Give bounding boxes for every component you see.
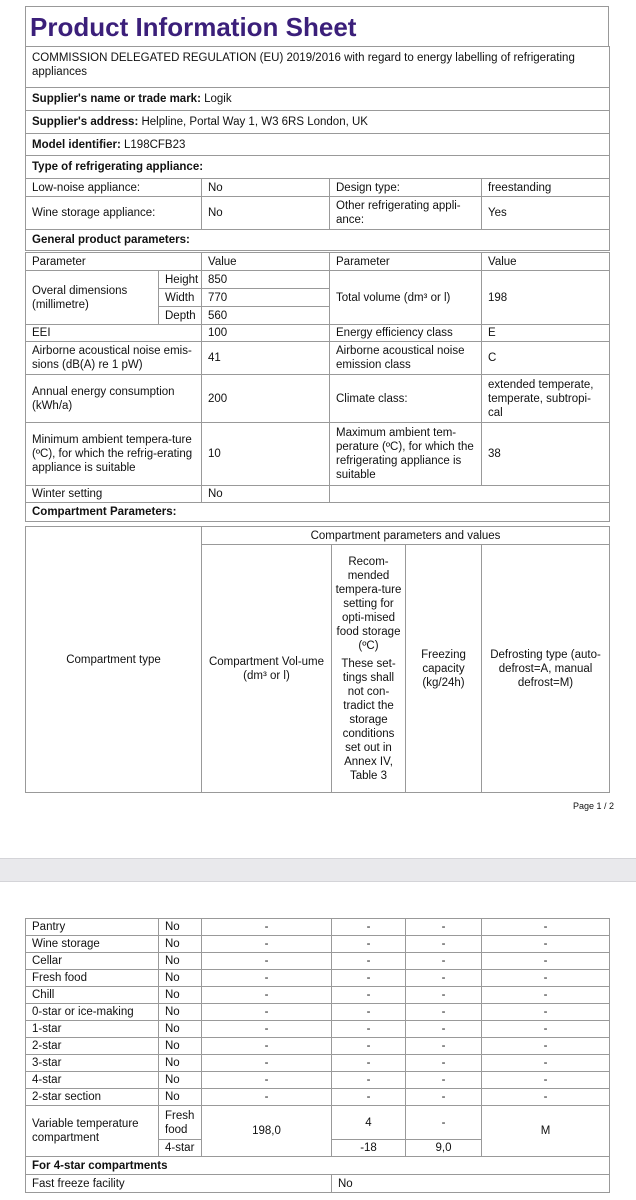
compartment-defrost: - — [482, 1055, 610, 1072]
compartment-volume: - — [202, 1004, 332, 1021]
value-header: Value — [202, 253, 330, 271]
info-table — [25, 46, 610, 251]
regulation-text: COMMISSION DELEGATED REGULATION (EU) 2019/2016 with regard to energy labelling of refrigerating appliances — [26, 47, 610, 88]
volume-value: 198 — [482, 271, 610, 325]
supplier-address-row: Supplier's address: Helpline, Portal Way 1, W3 6RS London, UK — [26, 111, 610, 134]
noise-value: 41 — [202, 342, 330, 375]
depth-label: Depth — [159, 307, 202, 325]
compartment-temp: - — [332, 1038, 406, 1055]
compartment-volume: - — [202, 919, 332, 936]
volume-label: Total volume (dm³ or l) — [330, 271, 482, 325]
table-row — [26, 1021, 610, 1038]
compartment-present: No — [159, 970, 202, 987]
temp-setting-note: These set-tings shall not con-tradict the storage conditions set out in Annex IV, Table 3 — [341, 657, 396, 782]
type-heading: Type of refrigerating appliance: — [26, 156, 610, 179]
freezing-capacity-header: Freezing capacity (kg/24h) — [406, 545, 482, 793]
compartment-name: Fresh food — [26, 970, 159, 987]
compartment-name: Chill — [26, 987, 159, 1004]
table-row — [26, 987, 610, 1004]
compartment-freeze: - — [406, 1021, 482, 1038]
compartment-name: Pantry — [26, 919, 159, 936]
param-header-2: Parameter — [330, 253, 482, 271]
table-row — [26, 1072, 610, 1089]
compartment-volume: - — [202, 1055, 332, 1072]
compartment-defrost: - — [482, 919, 610, 936]
compartment-freeze: - — [406, 1038, 482, 1055]
compartment-freeze: - — [406, 936, 482, 953]
winter-label: Winter setting — [26, 486, 202, 503]
defrost-type-header: Defrosting type (auto-defrost=A, manual defrost=M) — [482, 545, 610, 793]
page-separator — [0, 858, 636, 882]
variable-freeze-fresh: - — [406, 1106, 482, 1140]
compartment-volume: - — [202, 1021, 332, 1038]
param-header: Parameter — [26, 253, 202, 271]
annual-energy-label: Annual energy consumption (kWh/a) — [26, 375, 202, 423]
other-value: Yes — [482, 197, 610, 230]
compartment-freeze: - — [406, 1089, 482, 1106]
compartment-group-header: Compartment parameters and values — [202, 527, 610, 545]
max-temp-value: 38 — [482, 423, 610, 486]
variable-sub-4star: 4-star — [159, 1140, 202, 1157]
compartment-present: No — [159, 1021, 202, 1038]
compartment-temp: - — [332, 919, 406, 936]
table-row — [26, 1055, 610, 1072]
fast-freeze-value: No — [332, 1175, 610, 1193]
compartment-name: Wine storage — [26, 936, 159, 953]
compartment-rows — [26, 919, 610, 1106]
temp-setting-text: Recom-mended tempera-ture setting for opti-mised food storage (ºC) — [335, 555, 402, 652]
low-noise-label: Low-noise appliance: — [26, 179, 202, 197]
compartment-name: 0-star or ice-making — [26, 1004, 159, 1021]
variable-volume: 198,0 — [202, 1106, 332, 1157]
depth-value: 560 — [202, 307, 330, 325]
winter-empty — [330, 486, 610, 503]
compartment-temp: - — [332, 987, 406, 1004]
compartment-volume: - — [202, 953, 332, 970]
compartment-name: Cellar — [26, 953, 159, 970]
table-row — [26, 919, 610, 936]
compartment-name: 2-star section — [26, 1089, 159, 1106]
table-row — [26, 936, 610, 953]
compartment-defrost: - — [482, 1038, 610, 1055]
variable-defrost: M — [482, 1106, 610, 1157]
height-label: Height — [159, 271, 202, 289]
climate-label: Climate class: — [330, 375, 482, 423]
compartment-volume-header: Compartment Vol-ume (dm³ or l) — [202, 545, 332, 793]
compartment-volume: - — [202, 970, 332, 987]
general-heading: General product parameters: — [26, 230, 610, 251]
general-table — [25, 252, 610, 522]
compartment-name: 2-star — [26, 1038, 159, 1055]
design-label: Design type: — [330, 179, 482, 197]
page-2 — [0, 882, 636, 1200]
dimensions-label: Overal dimensions (millimetre) — [26, 271, 159, 325]
compartment-present: No — [159, 936, 202, 953]
compartment-temp: - — [332, 1089, 406, 1106]
eei-label: EEI — [26, 325, 202, 342]
compartment-defrost: - — [482, 987, 610, 1004]
compartment-freeze: - — [406, 1004, 482, 1021]
design-value: freestanding — [482, 179, 610, 197]
compartment-volume: - — [202, 987, 332, 1004]
compartment-present: No — [159, 919, 202, 936]
min-temp-value: 10 — [202, 423, 330, 486]
variable-temp-fresh: 4 — [332, 1106, 406, 1140]
table-row — [26, 953, 610, 970]
compartment-volume: - — [202, 1038, 332, 1055]
compartment-defrost: - — [482, 970, 610, 987]
temp-setting-header — [332, 545, 406, 793]
compartment-defrost: - — [482, 1072, 610, 1089]
min-temp-label: Minimum ambient tempera-ture (ºC), for which the refrig-erating appliance is suitable — [26, 423, 202, 486]
compartment-freeze: - — [406, 970, 482, 987]
compartment-freeze: - — [406, 1055, 482, 1072]
compartment-present: No — [159, 1004, 202, 1021]
annual-energy-value: 200 — [202, 375, 330, 423]
compartment-present: No — [159, 1072, 202, 1089]
winter-value: No — [202, 486, 330, 503]
compartment-name: 4-star — [26, 1072, 159, 1089]
page-title: Product Information Sheet — [30, 12, 357, 42]
variable-freeze-4star: 9,0 — [406, 1140, 482, 1157]
noise-class-label: Airborne acoustical noise emission class — [330, 342, 482, 375]
compartment-name: 1-star — [26, 1021, 159, 1038]
compartment-name: 3-star — [26, 1055, 159, 1072]
compartment-present: No — [159, 953, 202, 970]
compartment-temp: - — [332, 1072, 406, 1089]
compartment-temp: - — [332, 936, 406, 953]
compartment-temp: - — [332, 1021, 406, 1038]
compartment-defrost: - — [482, 953, 610, 970]
table-row — [26, 970, 610, 987]
other-label: Other refrigerating appli-ance: — [330, 197, 482, 230]
compartment-defrost: - — [482, 1021, 610, 1038]
compartment-present: No — [159, 1038, 202, 1055]
fast-freeze-label: Fast freeze facility — [26, 1175, 332, 1193]
model-row: Model identifier: L198CFB23 — [26, 134, 610, 156]
compartment-defrost: - — [482, 1089, 610, 1106]
supplier-name-row: Supplier's name or trade mark: Logik — [26, 88, 610, 111]
max-temp-label: Maximum ambient tem-perature (ºC), for which the refrigerating appliance is suitable — [330, 423, 482, 486]
energy-class-label: Energy efficiency class — [330, 325, 482, 342]
width-value: 770 — [202, 289, 330, 307]
table-row — [26, 1038, 610, 1055]
table-row — [26, 1089, 610, 1106]
compartment-volume: - — [202, 936, 332, 953]
compartment-heading: Compartment Parameters: — [26, 503, 610, 522]
compartment-table — [25, 918, 610, 1193]
noise-label: Airborne acoustical noise emis-sions (dB(A) re 1 pW) — [26, 342, 202, 375]
value-header-2: Value — [482, 253, 610, 271]
compartment-freeze: - — [406, 919, 482, 936]
wine-value: No — [202, 197, 330, 230]
compartment-temp: - — [332, 1055, 406, 1072]
width-label: Width — [159, 289, 202, 307]
compartment-present: No — [159, 1089, 202, 1106]
fourstar-heading: For 4-star compartments — [26, 1157, 610, 1175]
compartment-temp: - — [332, 953, 406, 970]
compartment-freeze: - — [406, 953, 482, 970]
compartment-volume: - — [202, 1072, 332, 1089]
compartment-present: No — [159, 987, 202, 1004]
compartment-present: No — [159, 1055, 202, 1072]
compartment-temp: - — [332, 970, 406, 987]
variable-compartment-label: Variable temperature compartment — [26, 1106, 159, 1157]
compartment-freeze: - — [406, 1072, 482, 1089]
compartment-defrost: - — [482, 1004, 610, 1021]
energy-class-value: E — [482, 325, 610, 342]
compartment-volume: - — [202, 1089, 332, 1106]
wine-label: Wine storage appliance: — [26, 197, 202, 230]
low-noise-value: No — [202, 179, 330, 197]
variable-sub-fresh: Fresh food — [159, 1106, 202, 1140]
climate-value: extended temperate, temperate, subtropi-cal — [482, 375, 610, 423]
height-value: 850 — [202, 271, 330, 289]
eei-value: 100 — [202, 325, 330, 342]
compartment-freeze: - — [406, 987, 482, 1004]
compartment-header-table — [25, 526, 610, 793]
compartment-temp: - — [332, 1004, 406, 1021]
page-number: Page 1 / 2 — [572, 801, 614, 811]
compartment-type-header: Compartment type — [26, 527, 202, 793]
variable-temp-4star: -18 — [332, 1140, 406, 1157]
noise-class-value: C — [482, 342, 610, 375]
compartment-defrost: - — [482, 936, 610, 953]
table-row — [26, 1004, 610, 1021]
